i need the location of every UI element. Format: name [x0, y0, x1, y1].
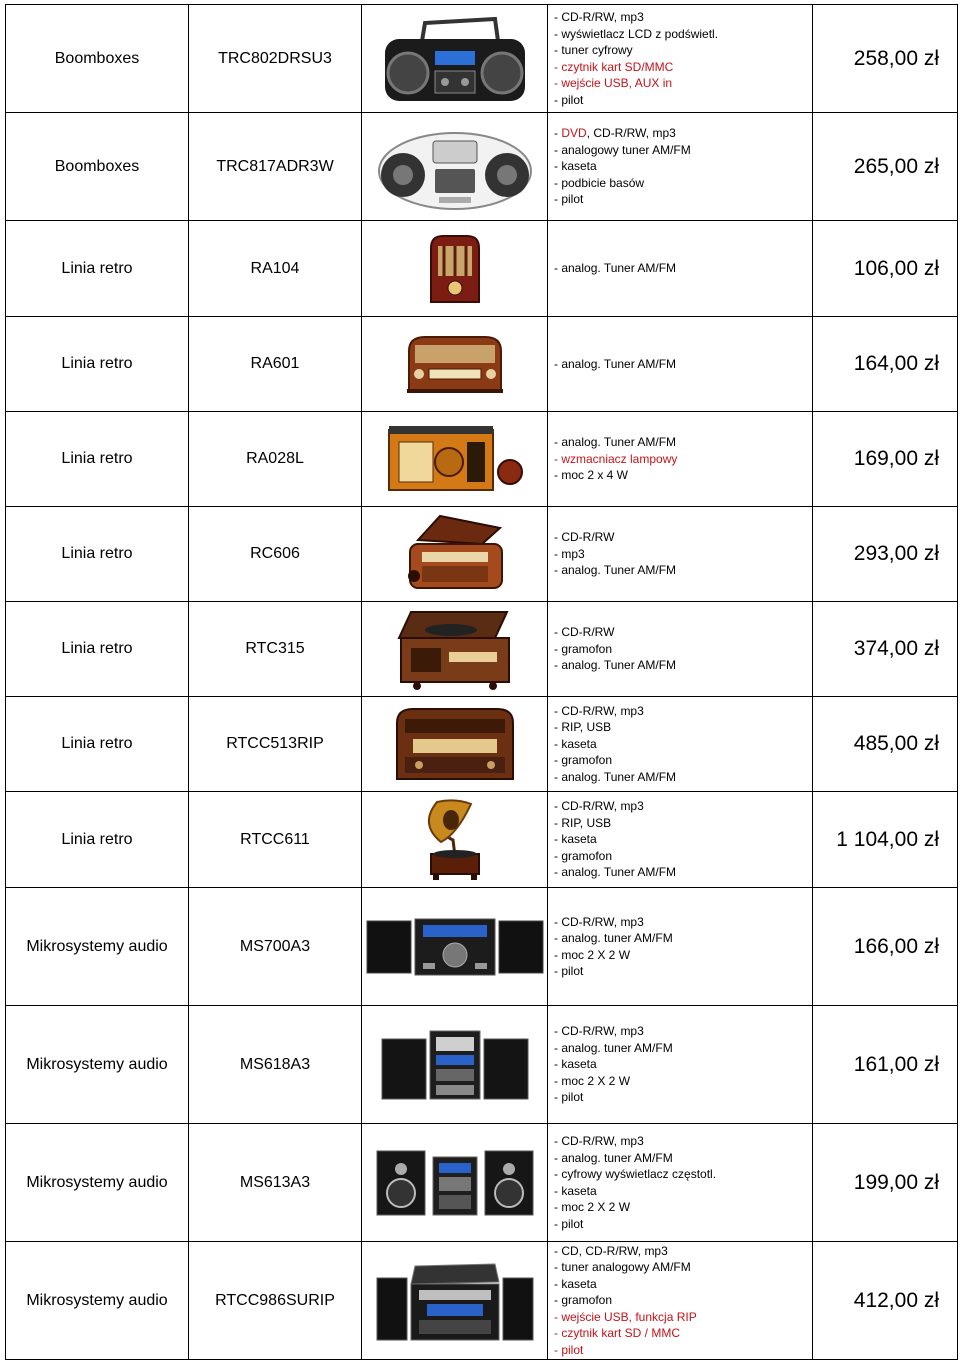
product-row	[6, 317, 958, 412]
product-features	[548, 1124, 813, 1242]
feature-line: - podbicie basów	[554, 175, 645, 190]
feature-line: - analog. Tuner AM/FM	[554, 356, 677, 371]
product-image	[362, 697, 548, 792]
feature-line: - pilot	[554, 192, 584, 207]
feature-line: - CD-R/RW, mp3	[554, 10, 644, 24]
product-row	[6, 412, 958, 507]
product-price: 1 104,00 zł	[813, 792, 958, 888]
retro-turntable-icon	[395, 608, 515, 690]
feature-line: - analog. Tuner AM/FM	[554, 563, 677, 578]
micro-system-speakers-icon	[375, 1147, 535, 1219]
feature-highlight: DVD	[561, 126, 587, 141]
product-features	[548, 412, 813, 507]
feature-line: - analog. Tuner AM/FM	[554, 658, 677, 673]
retro-music-center-icon	[391, 703, 519, 785]
product-row	[6, 1124, 958, 1242]
feature-line: - gramofon	[554, 753, 613, 768]
product-image	[362, 1124, 548, 1242]
feature-line: - mp3	[554, 546, 585, 561]
feature-line: - CD, CD-R/RW, mp3	[554, 1243, 668, 1258]
product-model: RA028L	[189, 412, 362, 507]
product-model: RTCC986SURIP	[189, 1242, 362, 1360]
feature-line: - kaseta	[554, 736, 597, 751]
micro-system-turntable-icon	[375, 1260, 535, 1342]
feature-line: - analog. tuner AM/FM	[554, 1150, 673, 1165]
product-model: MS700A3	[189, 888, 362, 1006]
product-category: Mikrosystemy audio	[6, 1124, 189, 1242]
product-features	[548, 1006, 813, 1124]
feature-line: - RIP, USB	[554, 815, 612, 830]
retro-radio-cd-icon	[400, 514, 510, 594]
product-price: 265,00 zł	[813, 113, 958, 221]
feature-line: - gramofon	[554, 641, 613, 656]
product-category: Linia retro	[6, 412, 189, 507]
feature-line: - wzmacniacz lampowy	[554, 451, 678, 466]
feature-line: - CD-R/RW, mp3	[554, 914, 644, 929]
feature-line: - CD-R/RW, mp3	[554, 1134, 644, 1148]
product-price: 169,00 zł	[813, 412, 958, 507]
feature-line: - kaseta	[554, 832, 597, 847]
product-row	[6, 888, 958, 1006]
feature-line: - moc 2 X 2 W	[554, 947, 631, 962]
product-row	[6, 221, 958, 317]
feature-line: - wyświetlacz LCD z podświetl.	[554, 26, 719, 41]
micro-system-tower-icon	[380, 1029, 530, 1101]
feature-line: - gramofon	[554, 848, 613, 863]
feature-line: - gramofon	[554, 1293, 613, 1308]
boombox-white-icon	[375, 119, 535, 214]
product-category: Linia retro	[6, 507, 189, 602]
product-model: RTC315	[189, 602, 362, 697]
product-category: Linia retro	[6, 221, 189, 317]
product-price: 374,00 zł	[813, 602, 958, 697]
feature-line: - pilot	[554, 964, 584, 978]
product-table	[5, 4, 958, 1360]
feature-line: - analog. Tuner AM/FM	[554, 865, 677, 880]
product-image	[362, 507, 548, 602]
feature-line: - analogowy tuner AM/FM	[554, 142, 691, 157]
boombox-icon	[380, 11, 530, 106]
product-features	[548, 5, 813, 113]
product-category: Boomboxes	[6, 113, 189, 221]
product-category: Boomboxes	[6, 5, 189, 113]
feature-line: - kaseta	[554, 1183, 597, 1198]
feature-line: - pilot	[554, 1090, 584, 1105]
product-row	[6, 1242, 958, 1360]
feature-line: - kaseta	[554, 1057, 597, 1072]
product-image	[362, 5, 548, 113]
product-row	[6, 697, 958, 792]
feature-line: - CD-R/RW, mp3	[554, 703, 644, 718]
product-model: RC606	[189, 507, 362, 602]
feature-line: - pilot	[554, 1216, 584, 1231]
product-model: TRC817ADR3W	[189, 113, 362, 221]
feature-line: - pilot	[554, 92, 584, 107]
product-image	[362, 792, 548, 888]
product-image	[362, 1242, 548, 1360]
product-features	[548, 317, 813, 412]
feature-line: - analog. Tuner AM/FM	[554, 261, 677, 276]
product-image	[362, 221, 548, 317]
product-image	[362, 412, 548, 507]
feature-line: - CD-R/RW, mp3	[554, 1024, 644, 1039]
product-image	[362, 602, 548, 697]
product-category: Mikrosystemy audio	[6, 888, 189, 1006]
feature-line: - moc 2 x 4 W	[554, 468, 629, 483]
feature-line: - moc 2 X 2 W	[554, 1073, 631, 1088]
feature-line: - RIP, USB	[554, 720, 612, 735]
feature-line: - czytnik kart SD/MMC	[554, 59, 674, 74]
product-price: 166,00 zł	[813, 888, 958, 1006]
product-price: 258,00 zł	[813, 5, 958, 113]
product-price: 164,00 zł	[813, 317, 958, 412]
product-category: Mikrosystemy audio	[6, 1006, 189, 1124]
feature-line: - pilot	[554, 1342, 584, 1357]
product-category: Linia retro	[6, 317, 189, 412]
product-image	[362, 113, 548, 221]
feature-line: - CD-R/RW, mp3	[554, 799, 644, 814]
product-row	[6, 507, 958, 602]
product-image	[362, 317, 548, 412]
product-category: Mikrosystemy audio	[6, 1242, 189, 1360]
product-row	[6, 602, 958, 697]
feature-line: - tuner analogowy AM/FM	[554, 1260, 691, 1275]
product-row	[6, 113, 958, 221]
feature-line: - CD-R/RW	[554, 530, 615, 545]
product-image	[362, 888, 548, 1006]
retro-radio-tall-icon	[425, 234, 485, 304]
feature-line: - kaseta	[554, 159, 597, 174]
product-features	[548, 792, 813, 888]
product-model: RA601	[189, 317, 362, 412]
feature-line: - analog. tuner AM/FM	[554, 931, 673, 945]
product-category: Linia retro	[6, 697, 189, 792]
product-price: 199,00 zł	[813, 1124, 958, 1242]
product-price: 161,00 zł	[813, 1006, 958, 1124]
feature-line: - CD-R/RW	[554, 625, 615, 640]
product-features	[548, 888, 813, 1006]
gramophone-icon	[415, 798, 495, 882]
micro-system-flat-icon	[365, 917, 545, 977]
feature-line: - DVD, CD-R/RW, mp3	[554, 126, 676, 141]
product-row	[6, 1006, 958, 1124]
product-features	[548, 602, 813, 697]
product-row	[6, 792, 958, 888]
feature-line: - czytnik kart SD / MMC	[554, 1326, 681, 1341]
feature-line: - wejście USB, AUX in	[554, 76, 673, 90]
product-rows	[6, 5, 958, 1360]
product-features	[548, 507, 813, 602]
feature-line: - analog. Tuner AM/FM	[554, 435, 677, 450]
product-features	[548, 697, 813, 792]
product-model: RA104	[189, 221, 362, 317]
product-price: 106,00 zł	[813, 221, 958, 317]
product-row	[6, 5, 958, 113]
feature-line: - moc 2 X 2 W	[554, 1200, 631, 1214]
product-category: Linia retro	[6, 602, 189, 697]
product-model: TRC802DRSU3	[189, 5, 362, 113]
product-features	[548, 1242, 813, 1360]
feature-line: - cyfrowy wyświetlacz częstotl.	[554, 1167, 717, 1181]
product-features	[548, 221, 813, 317]
feature-line: - kaseta	[554, 1276, 597, 1291]
feature-line: - analog. Tuner AM/FM	[554, 769, 677, 784]
product-price: 485,00 zł	[813, 697, 958, 792]
feature-line: - wejście USB, funkcja RIP	[554, 1309, 697, 1324]
product-model: MS613A3	[189, 1124, 362, 1242]
product-price: 412,00 zł	[813, 1242, 958, 1360]
product-model: MS618A3	[189, 1006, 362, 1124]
product-model: RTCC611	[189, 792, 362, 888]
feature-line: - tuner cyfrowy	[554, 43, 633, 57]
product-price: 293,00 zł	[813, 507, 958, 602]
product-category: Linia retro	[6, 792, 189, 888]
retro-radio-wide-icon	[405, 333, 505, 395]
feature-line: - analog. tuner AM/FM	[554, 1040, 673, 1055]
product-image	[362, 1006, 548, 1124]
product-features	[548, 113, 813, 221]
retro-tube-radio-icon	[385, 424, 525, 494]
product-model: RTCC513RIP	[189, 697, 362, 792]
